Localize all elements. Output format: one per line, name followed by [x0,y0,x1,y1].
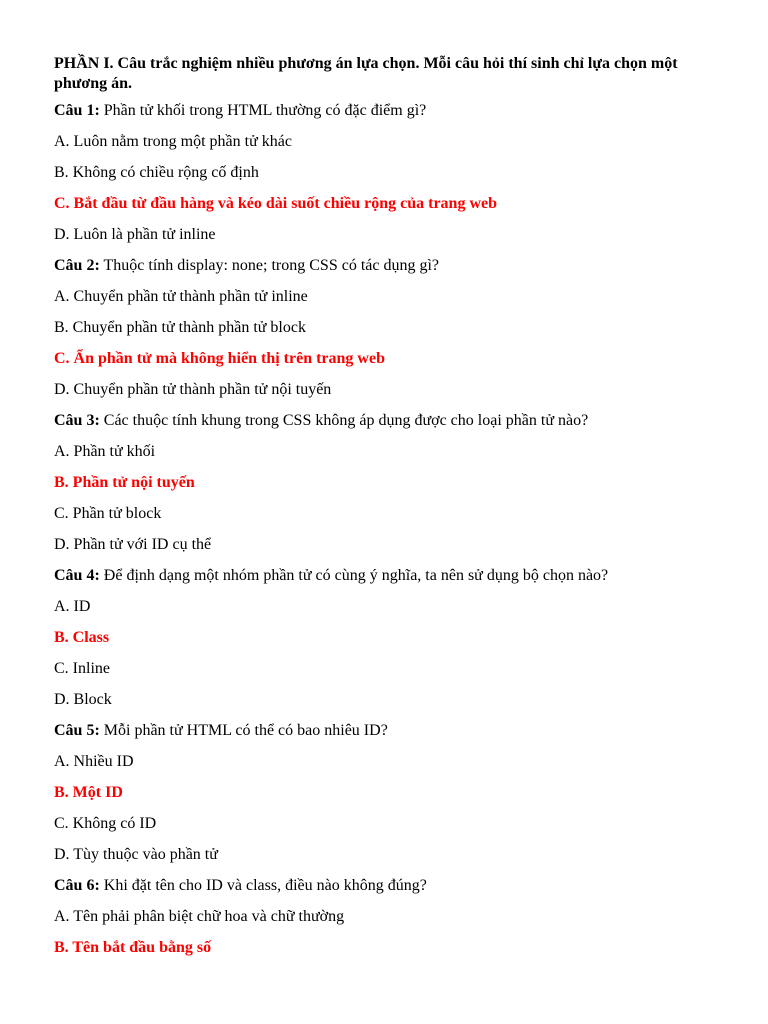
answer-option: D. Luôn là phần tử inline [54,226,216,243]
question-list [54,101,714,958]
question-text: Thuộc tính display: none; trong CSS có tác dụng gì? [103,257,440,274]
answer-option: C. Inline [54,660,110,677]
question-5 [54,721,714,741]
answer-option: D. Tùy thuộc vào phần tử [54,846,218,863]
question-label: Câu 1: [54,102,100,119]
answer-option: A. Tên phải phân biệt chữ hoa và chữ thường [54,908,345,925]
question-label: Câu 6: [54,877,100,894]
answer-option: D. Block [54,691,112,708]
question-3 [54,411,714,431]
question-6 [54,876,714,896]
answer-option: D. Chuyển phần tử thành phần tử nội tuyến [54,381,332,398]
answer-option: B. Chuyển phần tử thành phần tử block [54,319,306,336]
question-text: Phần tử khối trong HTML thường có đặc điểm gì? [103,102,427,119]
question-label: Câu 3: [54,412,100,429]
question-2 [54,256,714,276]
correct-answer-option: B. Một ID [54,784,123,801]
correct-answer-option: B. Class [54,629,110,646]
answer-option: C. Phần tử block [54,505,162,522]
correct-answer-option: B. Phần tử nội tuyến [54,474,195,491]
section-heading: PHẦN I. Câu trắc nghiệm nhiều phương án lựa chọn. Mỗi câu hỏi thí sinh chỉ lựa chọn một phương án. [54,55,678,92]
question-4 [54,566,714,586]
correct-answer-option: C. Ẩn phần tử mà không hiển thị trên trang web [54,350,385,367]
answer-option: A. Phần tử khối [54,443,156,460]
question-text: Mỗi phần tử HTML có thể có bao nhiêu ID? [103,722,388,739]
exam-page [54,54,714,969]
correct-answer-option: B. Tên bắt đầu bằng số [54,939,212,956]
question-text: Khi đặt tên cho ID và class, điều nào không đúng? [103,877,427,894]
answer-option: A. ID [54,598,91,615]
answer-option: C. Không có ID [54,815,157,832]
question-text: Các thuộc tính khung trong CSS không áp dụng được cho loại phần tử nào? [103,412,589,429]
question-1 [54,101,714,121]
question-label: Câu 5: [54,722,100,739]
answer-option: A. Chuyển phần tử thành phần tử inline [54,288,308,305]
correct-answer-option: C. Bắt đầu từ đầu hàng và kéo dài suốt chiều rộng của trang web [54,195,497,212]
answer-option: B. Không có chiều rộng cố định [54,164,259,181]
question-label: Câu 4: [54,567,100,584]
answer-option: A. Luôn nằm trong một phần tử khác [54,133,292,150]
question-text: Để định dạng một nhóm phần tử có cùng ý nghĩa, ta nên sử dụng bộ chọn nào? [103,567,609,584]
answer-option: D. Phần tử với ID cụ thể [54,536,212,553]
answer-option: A. Nhiều ID [54,753,134,770]
question-label: Câu 2: [54,257,100,274]
